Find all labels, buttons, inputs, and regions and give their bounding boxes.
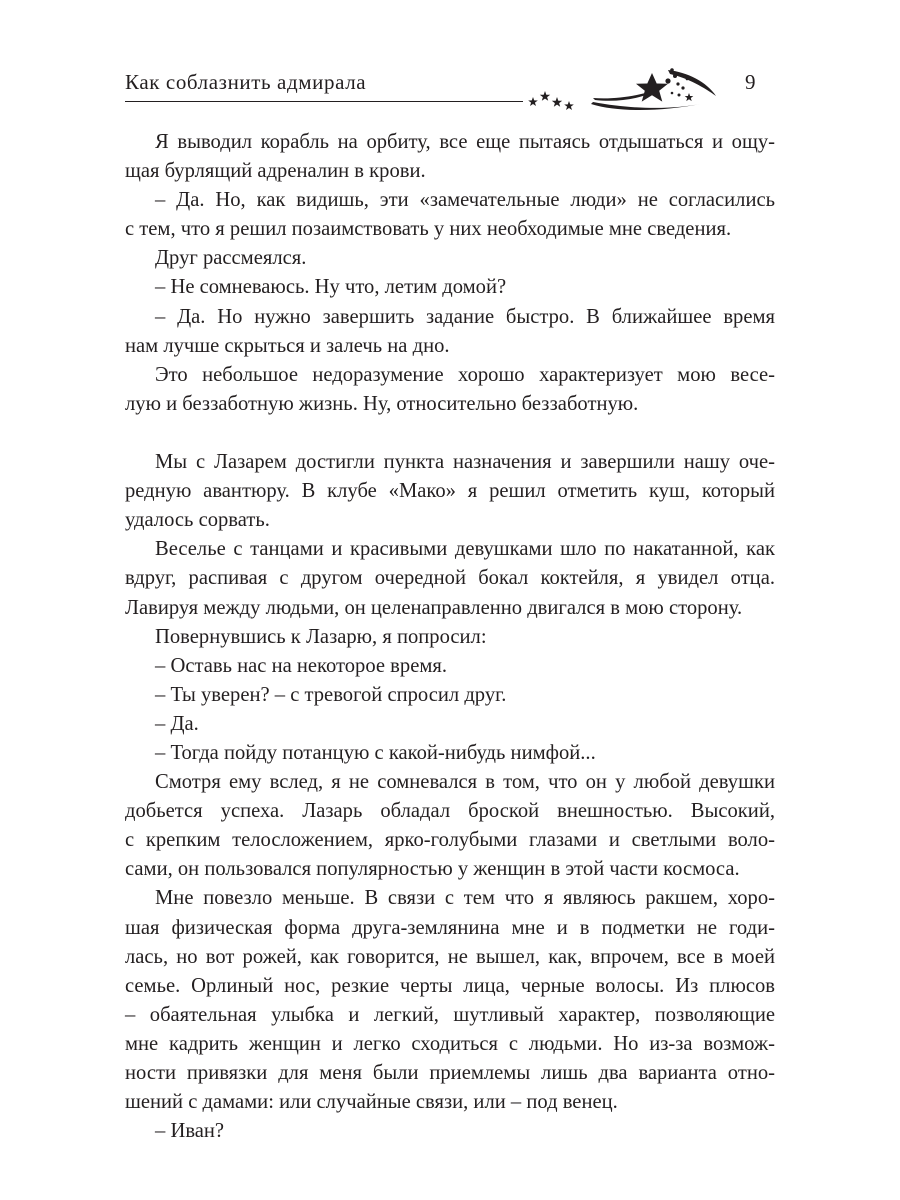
text-line: Лавируя между людьми, он целенаправленно двигался в мою сторону. [125, 596, 743, 619]
header-rule [125, 101, 523, 102]
text-line: лась, но вот рожей, как говорится, не вышел, как, впрочем, все в моей [125, 945, 775, 968]
stars-swoosh-ornament-icon [525, 66, 745, 112]
small-star-icon [564, 101, 574, 110]
small-star-icon [540, 91, 550, 101]
text-line: Веселье с танцами и красивыми девушками шло по накатанной, как [155, 538, 775, 561]
text-line: Мне повезло меньше. В связи с тем что я являюсь ракшем, хоро- [155, 887, 775, 910]
text-line: с тем, что я решил позаимствовать у них необходимые мне сведения. [125, 218, 732, 241]
text-line: – Не сомневаюсь. Ну что, летим домой? [155, 276, 507, 299]
text-line: с крепким телосложением, ярко-голубыми глазами и светлыми воло- [125, 829, 775, 852]
swoosh-icon [668, 70, 716, 96]
text-line: – Да. Но нужно завершить задание быстро. В ближайшее время [155, 305, 775, 328]
small-star-icon [552, 97, 562, 107]
text-line: – Да. Но, как видишь, эти «замечательные люди» не согласились [155, 189, 775, 212]
text-line: Друг рассмеялся. [155, 247, 307, 270]
text-line: щая бурлящий адреналин в крови. [125, 160, 426, 183]
text-line: Повернувшись к Лазарю, я попросил: [155, 625, 487, 648]
text-line: семье. Орлиный нос, резкие черты лица, черные волосы. Из плюсов [125, 974, 775, 997]
text-line: добьется успеха. Лазарь обладал броской внешностью. Высокий, [125, 800, 775, 823]
text-line: шая физическая форма друга-землянина мне и в подметки не годи- [125, 916, 775, 939]
small-star-icon [528, 97, 538, 106]
page-header [125, 62, 765, 112]
text-line: Я выводил корабль на орбиту, все еще пытаясь отдышаться и ощу- [155, 131, 775, 153]
small-star-icon [685, 93, 694, 101]
text-line: ности привязки для меня были приемлемы лишь два варианта отно- [125, 1062, 775, 1084]
text-line: Смотря ему вслед, я не сомневался в том, что он у любой девушки [155, 771, 775, 794]
section-break [125, 419, 775, 448]
running-title: Как соблазнить адмирала [125, 70, 367, 94]
page-number: 9 [745, 70, 756, 94]
text-line: – Тогда пойду потанцую с какой-нибудь нимфой... [155, 741, 596, 764]
big-star-icon [636, 73, 668, 102]
swoosh-icon [591, 102, 700, 110]
text-line: вдруг, распивая с другом очередной бокал коктейля, я увидел отца. [125, 567, 775, 590]
text-line: Это небольшое недоразумение хорошо характеризует мою весе- [155, 363, 775, 386]
text-line: редную авантюру. В клубе «Мако» я решил отметить куш, который [125, 480, 775, 503]
text-line: шений с дамами: или случайные связи, или – под венец. [125, 1091, 618, 1114]
body-text [125, 128, 775, 1146]
text-line: – Да. [155, 712, 199, 735]
text-line: – Иван? [155, 1120, 225, 1143]
text-line: Мы с Лазарем достигли пункта назначения и завершили нашу оче- [155, 451, 775, 474]
text-line: – обаятельная улыбка и легкий, шутливый характер, позволяющие [125, 1003, 775, 1026]
text-line: – Оставь нас на некоторое время. [155, 654, 447, 677]
text-line: лую и беззаботную жизнь. Ну, относительно беззаботную. [125, 392, 639, 415]
text-line: – Ты уверен? – с тревогой спросил друг. [155, 683, 507, 706]
text-line: нам лучше скрыться и залечь на дно. [125, 334, 450, 357]
text-line: мне кадрить женщин и легко сходиться с людьми. Но из-за возмож- [125, 1032, 775, 1055]
text-line: сами, он пользовался популярностью у женщин в этой части космоса. [125, 858, 740, 881]
text-line: удалось сорвать. [125, 509, 270, 532]
